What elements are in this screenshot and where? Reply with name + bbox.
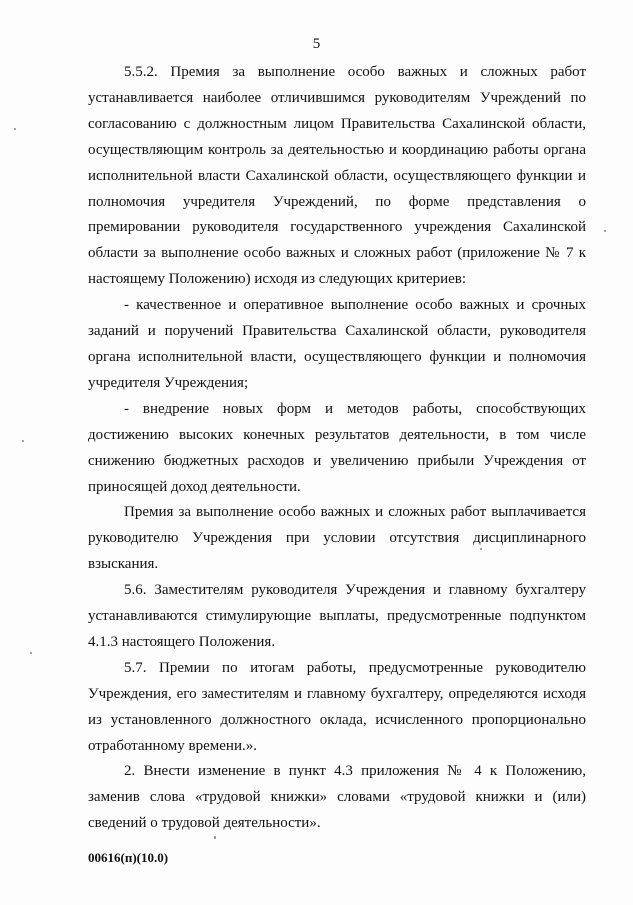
- scan-speck: [22, 440, 24, 442]
- scan-speck: [30, 652, 32, 654]
- criterion-1-paragraph: - качественное и оперативное выполнение особо важных и срочных заданий и поручений Правительства Сахалинской области, руководителя органа исполнительной власти, осуществляющего функции и полномочия учредителя Учреждения;: [88, 297, 586, 391]
- paragraph-5-7: 5.7. Премии по итогам работы, предусмотренные руководителю Учреждения, его заместителям и главному бухгалтеру, определяются исходя из установленного должностного оклада, исчисленного пропорционально отработанному времени.».: [88, 659, 586, 754]
- page-number: 5: [312, 36, 321, 52]
- amendment-paragraph-2: 2. Внести изменение в пункт 4.3 приложения № 4 к Положению, заменив слова «трудовой книжки» словами «трудовой книжки и (или) сведений о трудовой деятельности».: [88, 763, 586, 832]
- scan-speck: [604, 230, 606, 232]
- document-body: [88, 60, 586, 837]
- document-code: 00616(п)(10.0): [88, 850, 169, 865]
- paragraph-5-5-2: 5.5.2. Премия за выполнение особо важных и сложных работ устанавливается наиболее отличившимся руководителям Учреждений по согласованию с должностным лицом Правительства Сахалинской области, осуществляющим контроль за деятельностью и координацию работы органа исполнительной власти Сахалинской области, осуществляющего функции и полномочия учредителя Учреждений, по форме представления о премировании руководителя государственного учреждения Сахалинской области за выполнение особо важных и сложных работ (приложение № 7 к настоящему Положению) исходя из следующих критериев:: [88, 64, 586, 288]
- scan-speck: [480, 548, 482, 550]
- bonus-condition-paragraph: Премия за выполнение особо важных и сложных работ выплачивается руководителю Учреждения при условии отсутствия дисциплинарного взыскания.: [88, 504, 586, 573]
- scan-speck: [214, 836, 216, 839]
- criterion-2-paragraph: - внедрение новых форм и методов работы, способствующих достижению высоких конечных результатов деятельности, в том числе снижению бюджетных расходов и увеличению прибыли Учреждения от приносящей доход деятельности.: [88, 400, 586, 495]
- scan-speck: [14, 128, 16, 130]
- paragraph-5-6: 5.6. Заместителям руководителя Учреждения и главному бухгалтеру устанавливаются стимулирующие выплаты, предусмотренные подпунктом 4.1.3 настоящего Положения.: [88, 582, 586, 650]
